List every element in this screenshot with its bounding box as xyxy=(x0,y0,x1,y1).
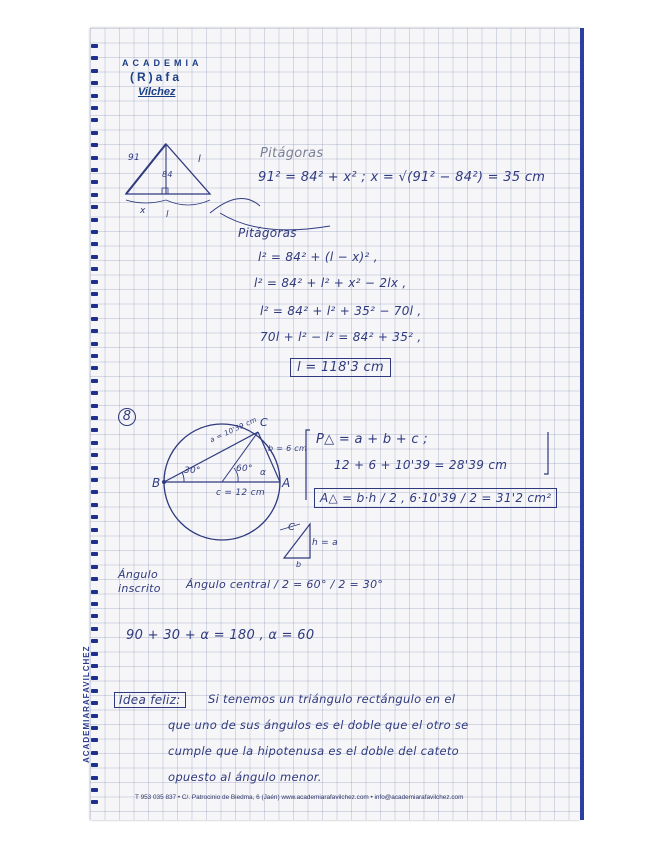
label-height-84: 84 xyxy=(162,170,173,179)
binding-hole xyxy=(91,404,98,408)
binding-hole xyxy=(91,652,98,656)
binding-hole xyxy=(91,800,98,804)
binding-hole xyxy=(91,329,98,333)
binding-hole xyxy=(91,676,98,680)
binding-hole xyxy=(91,602,98,606)
binding-hole xyxy=(91,280,98,284)
binding-hole xyxy=(91,379,98,383)
binding-hole xyxy=(91,44,98,48)
binding-hole xyxy=(91,738,98,742)
binding-hole xyxy=(91,354,98,358)
binding-hole xyxy=(91,714,98,718)
binding-hole xyxy=(91,131,98,135)
side-watermark: ACADEMIARAFAVILCHEZ xyxy=(82,645,91,763)
binding-hole xyxy=(91,242,98,246)
idea-line-4: opuesto al ángulo menor. xyxy=(168,770,322,784)
angle-60-label: 60° xyxy=(236,464,253,474)
small-triangle-h: h = a xyxy=(312,538,338,548)
angle-30-label: 30° xyxy=(184,466,201,476)
result-length: l = 118'3 cm xyxy=(290,358,391,377)
binding-hole xyxy=(91,230,98,234)
label-side-91: 91 xyxy=(128,153,141,163)
binding-hole xyxy=(91,118,98,122)
binding-hole xyxy=(91,490,98,494)
label-base-l: l xyxy=(166,210,169,220)
pitagoras-title-1: Pitágoras xyxy=(260,146,324,161)
equation-line-2: l² = 84² + l² + x² − 2lx , xyxy=(254,276,407,290)
binding-hole xyxy=(91,788,98,792)
binding-hole xyxy=(91,156,98,160)
equation-line-1: l² = 84² + (l − x)² , xyxy=(258,250,378,264)
footer-contact: T 953 035 837 • C/. Patrocinio de Biedma, 6 (Jaén) www.academiarafavilchez.com • info@academiarafavilchez.com xyxy=(135,794,464,801)
equation-pythagoras-1: 91² = 84² + x² ; x = √(91² − 84²) = 35 cm xyxy=(258,170,546,185)
binding-hole xyxy=(91,193,98,197)
binding-hole xyxy=(91,664,98,668)
binding-hole xyxy=(91,416,98,420)
inscribed-angle-formula: Ángulo central / 2 = 60° / 2 = 30° xyxy=(186,578,384,591)
binding-hole xyxy=(91,168,98,172)
binding-hole xyxy=(91,267,98,271)
binding-hole xyxy=(91,304,98,308)
pitagoras-title-2: Pitágoras xyxy=(238,226,297,240)
area-formula: A△ = b·h / 2 , 6·10'39 / 2 = 31'2 cm² xyxy=(314,488,557,508)
binding-hole xyxy=(91,428,98,432)
binding-hole xyxy=(91,94,98,98)
binding-hole xyxy=(91,317,98,321)
inscribed-angle-label: Ángulo inscrito xyxy=(118,568,161,595)
vertex-B: B xyxy=(152,476,161,490)
label-x: x xyxy=(140,206,146,216)
binding-hole xyxy=(91,255,98,259)
binding-hole xyxy=(91,528,98,532)
brand-rafa: (R)afa xyxy=(130,70,183,84)
binding-hole xyxy=(91,106,98,110)
binding-hole xyxy=(91,205,98,209)
binding-hole xyxy=(91,441,98,445)
binding-hole xyxy=(91,590,98,594)
bracket-perimeter xyxy=(304,426,554,506)
small-triangle-C: C xyxy=(288,522,296,533)
binding-hole xyxy=(91,69,98,73)
idea-label: Idea feliz: xyxy=(114,692,186,708)
binding-hole xyxy=(91,143,98,147)
equation-line-4: 70l + l² − l² = 84² + 35² , xyxy=(260,330,422,344)
binding-hole xyxy=(91,565,98,569)
vertex-C: C xyxy=(260,416,268,429)
binding-hole xyxy=(91,366,98,370)
binding-hole xyxy=(91,503,98,507)
binding-hole xyxy=(91,515,98,519)
binding-hole xyxy=(91,751,98,755)
binding-hole xyxy=(91,180,98,184)
perimeter-formula: P△ = a + b + c ; xyxy=(316,432,428,447)
binding-hole xyxy=(91,391,98,395)
binding-hole xyxy=(91,453,98,457)
small-triangle-b: b xyxy=(296,560,302,569)
binding-hole xyxy=(91,81,98,85)
notebook-page xyxy=(82,28,580,820)
binding-hole xyxy=(91,689,98,693)
brand-academia: ACADEMIA xyxy=(122,58,203,68)
binding-hole xyxy=(91,776,98,780)
binding-hole xyxy=(91,701,98,705)
side-c-label: c = 12 cm xyxy=(216,488,265,498)
idea-line-1: Si tenemos un triángulo rectángulo en el xyxy=(208,692,456,706)
binding-hole xyxy=(91,478,98,482)
binding-hole xyxy=(91,577,98,581)
binding-hole xyxy=(91,218,98,222)
binding-hole xyxy=(91,56,98,60)
idea-line-3: cumple que la hipotenusa es el doble del cateto xyxy=(168,744,459,758)
brand-vilchez: Vilchez xyxy=(138,86,176,98)
binding-hole xyxy=(91,763,98,767)
binding-hole xyxy=(91,726,98,730)
side-a-label: a = 10'39 cm xyxy=(208,415,259,445)
spiral-binding xyxy=(90,28,102,820)
binding-hole xyxy=(91,614,98,618)
binding-hole xyxy=(91,292,98,296)
angle-alpha-label: α xyxy=(260,468,267,478)
problem-number: 8 xyxy=(118,408,136,426)
idea-line-2: que uno de sus ángulos es el doble que el otro se xyxy=(168,718,469,732)
binding-hole xyxy=(91,466,98,470)
binding-hole xyxy=(91,639,98,643)
perimeter-value: 12 + 6 + 10'39 = 28'39 cm xyxy=(334,458,508,472)
binding-hole xyxy=(91,342,98,346)
side-b-label: b = 6 cm xyxy=(268,444,308,453)
binding-hole xyxy=(91,540,98,544)
binding-hole xyxy=(91,627,98,631)
equation-line-3: l² = 84² + l² + 35² − 70l , xyxy=(260,304,422,318)
vertex-A: A xyxy=(282,476,291,490)
page-edge xyxy=(580,28,584,820)
label-slant-l: l xyxy=(198,154,202,165)
angle-sum-equation: 90 + 30 + α = 180 , α = 60 xyxy=(126,628,315,643)
binding-hole xyxy=(91,552,98,556)
